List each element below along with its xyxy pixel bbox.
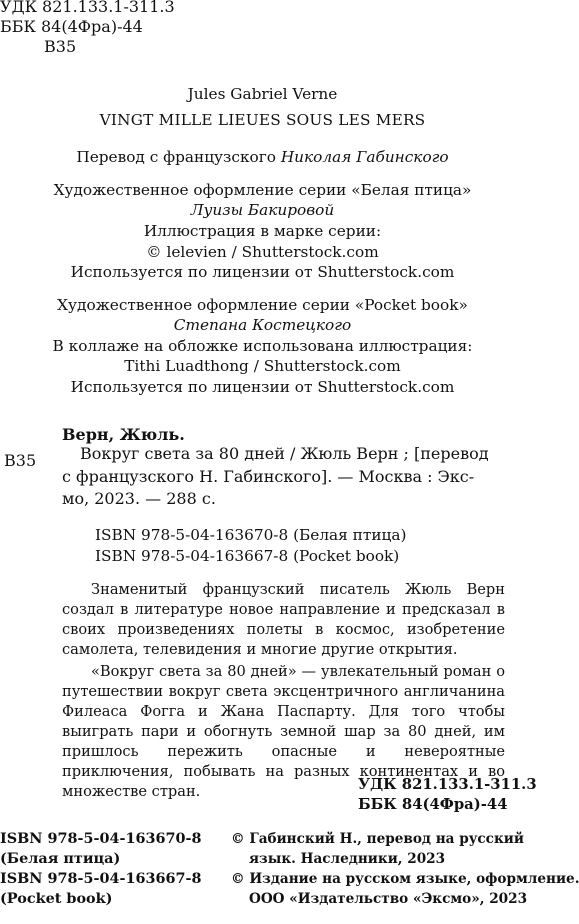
copyright-block <box>231 829 579 909</box>
catalog-author: Верн, Жюль. <box>62 425 185 444</box>
white-bird-design-line: Художественное оформление серии «Белая птица» <box>53 181 472 199</box>
author-mark-code: В35 <box>44 37 77 56</box>
pocket-book-illustration-line: В коллаже на обложке использована иллюстрация: <box>52 337 473 355</box>
bottom-isbn-block <box>0 829 202 909</box>
copyright-translation-1: © Габинский Н., перевод на русский <box>231 831 524 847</box>
pocket-book-design-line: Художественное оформление серии «Pocket book» <box>57 296 468 314</box>
white-bird-illustration-copyright: © lelevien / Shutterstock.com <box>146 243 379 261</box>
catalog-code: В35 <box>4 451 37 470</box>
bottom-bbk-code: ББК 84(4Фра)-44 <box>358 796 508 813</box>
catalog-description-2: с французского Н. Габинского]. — Москва : Экс- <box>62 467 475 486</box>
white-bird-designer-name: Луизы Бакировой <box>190 201 335 219</box>
translator-name: Николая Габинского <box>280 148 449 166</box>
bottom-udk-code: УДК 821.133.1-311.3 <box>358 776 537 793</box>
bottom-isbn-1: ISBN 978-5-04-163670-8 <box>0 830 202 847</box>
copyright-edition-2: ООО «Издательство «Эксмо», 2023 <box>249 891 528 907</box>
copyright-edition-1: © Издание на русском языке, оформление. <box>231 871 579 887</box>
catalog-isbn-white-bird: ISBN 978-5-04-163670-8 (Белая птица) <box>95 526 407 544</box>
catalog-description-3: мо, 2023. — 288 с. <box>62 489 216 508</box>
pocket-book-license-line: Используется по лицензии от Shutterstock.com <box>70 378 455 396</box>
original-author: Jules Gabriel Verne <box>187 85 338 103</box>
annotation-paragraph-2: «Вокруг света за 80 дней» — увлекательный роман о путешествии вокруг света эксцентричного англичанина Филеаса Фогга и Жана Паспарту. Для того чтобы выиграть пари и обогнуть земной шар за 80 дней, им пришлось пережить опасные и невероятные приключения, побывать на разных континентах и во множестве стран. <box>62 663 505 800</box>
catalog-isbn-pocket-book: ISBN 978-5-04-163667-8 (Pocket book) <box>95 547 400 565</box>
catalog-description-1: Вокруг света за 80 дней / Жюль Верн ; [перевод <box>80 444 489 463</box>
bottom-isbn-2: ISBN 978-5-04-163667-8 <box>0 870 202 887</box>
translation-credit <box>0 147 525 167</box>
udk-code: УДК 821.133.1-311.3 <box>0 0 175 16</box>
original-title: VINGT MILLE LIEUES SOUS LES MERS <box>99 111 426 129</box>
white-bird-illustration-line: Иллюстрация в марке серии: <box>143 222 382 240</box>
white-bird-license-line: Используется по лицензии от Shutterstock.com <box>70 263 455 281</box>
top-classification-codes <box>0 0 175 57</box>
bottom-isbn-2-series: (Pocket book) <box>0 890 113 907</box>
annotation-paragraph-1: Знаменитый французский писатель Жюль Верн создал в литературе новое направление и предсказал в своих произведениях полеты в космос, изобретение самолета, телевидения и многие другие открытия. <box>62 581 505 658</box>
bbk-code: ББК 84(4Фра)-44 <box>0 17 143 36</box>
pocket-book-illustration-copyright: Tithi Luadthong / Shutterstock.com <box>124 357 401 375</box>
bottom-isbn-1-series: (Белая птица) <box>0 850 121 867</box>
copyright-translation-2: язык. Наследники, 2023 <box>249 851 446 867</box>
pocket-book-designer-name: Степана Костецкого <box>173 316 352 334</box>
translation-prefix: Перевод с французского <box>76 148 276 166</box>
bottom-classification-codes <box>358 775 537 815</box>
